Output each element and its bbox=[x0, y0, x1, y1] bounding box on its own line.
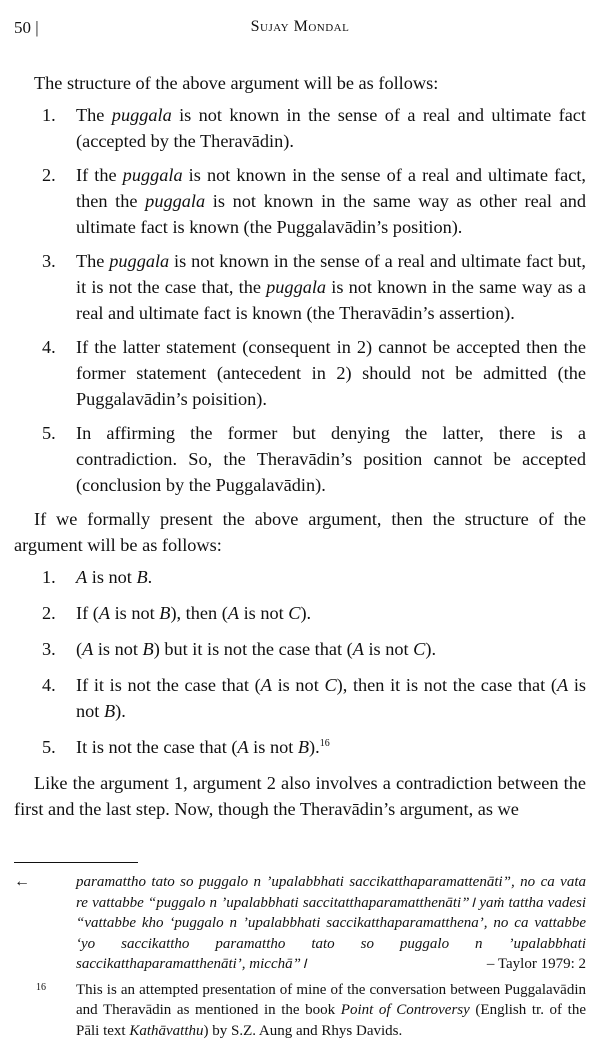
step-number: 4. bbox=[42, 675, 56, 695]
argument-step: 2. If the puggala is not known in the sense of a real and ultimate fact, then the puggala is not known in the same way as other real and ultimate fact is known (the Puggalavādin’s position). bbox=[14, 162, 586, 240]
argument-steps bbox=[14, 102, 586, 498]
footnote-16: 16 This is an attempted presentation of mine of the conversation between Puggalavādin and Theravādin as mentioned in the book Point of Controversy (English tr. of the Pāli text Kathāvatthu) by S.Z. Aung and Rhys Davids. bbox=[14, 980, 586, 1042]
running-head: Sujay Mondal bbox=[250, 18, 350, 35]
argument-step: 5. In affirming the former but denying the latter, there is a contradiction. So, the Theravādin’s position cannot be accepted (conclusion by the Puggalavādin). bbox=[14, 420, 586, 498]
step-number: 1. bbox=[42, 567, 56, 587]
step-number: 5. bbox=[42, 737, 56, 757]
closing-paragraph: Like the argument 1, argument 2 also involves a contradiction between the first and the last step. Now, though the Theravādin’s argument, as we bbox=[14, 773, 586, 819]
argument-step: 1. The puggala is not known in the sense of a real and ultimate fact (accepted by the Theravādin). bbox=[14, 102, 586, 154]
footnote-pali-text: paramattho tato so puggalo n ’upalabbhati saccikatthaparamattenāti”, no ca vata re vattabbe “puggalo n ’upalabbhati saccitatthaparamatthenāti”। yaṁ tattha vadesi “vattabbe kho ‘puggalo n ’upalabbhati saccikatthaparamatthena’, no ca vattabbe ‘yo saccikattho paramattho tato so puggalo n ’upalabbhati saccikatthaparamatthenāti’, micchā”। bbox=[76, 874, 586, 972]
footnote-continued bbox=[14, 872, 586, 975]
formal-step: 3. (A is not B) but it is not the case that (A is not C). bbox=[14, 636, 586, 662]
formal-intro-paragraph: If we formally present the above argument, then the structure of the argument will be as follows: bbox=[14, 509, 586, 555]
argument-step: 4. If the latter statement (consequent in 2) cannot be accepted then the former statement (antecedent in 2) should not be admitted (the Puggalavādin’s poisition). bbox=[14, 334, 586, 412]
page-number: 50 | bbox=[14, 18, 39, 37]
step-number: 3. bbox=[42, 639, 56, 659]
step-number: 3. bbox=[42, 251, 56, 271]
step-number: 2. bbox=[42, 603, 56, 623]
step-number: 1. bbox=[42, 105, 56, 125]
body-text bbox=[14, 70, 586, 828]
footnotes bbox=[14, 872, 586, 1046]
step-number: 4. bbox=[42, 337, 56, 357]
footnote-citation: – Taylor 1979: 2 bbox=[486, 956, 586, 972]
footnote-rule bbox=[14, 862, 138, 863]
formal-step: 1. A is not B. bbox=[14, 564, 586, 590]
page-header bbox=[14, 18, 586, 40]
footnote-marker: 16 bbox=[36, 981, 46, 993]
footnote-ref-16[interactable]: 16 bbox=[319, 737, 330, 749]
intro-paragraph: The structure of the above argument will be as follows: bbox=[34, 73, 439, 93]
argument-step: 3. The puggala is not known in the sense of a real and ultimate fact but, it is not the case that, the puggala is not known in the same way as a real and ultimate fact is known (the Theravādin’s assertion). bbox=[14, 248, 586, 326]
continued-arrow-icon: ← bbox=[14, 873, 30, 890]
formal-step: 4. If it is not the case that (A is not C), then it is not the case that (A is not B). bbox=[14, 672, 586, 724]
formal-steps bbox=[14, 564, 586, 760]
formal-step: 2. If (A is not B), then (A is not C). bbox=[14, 600, 586, 626]
step-number: 5. bbox=[42, 423, 56, 443]
step-number: 2. bbox=[42, 165, 56, 185]
formal-step: 5. It is not the case that (A is not B).$^{16}$ bbox=[14, 734, 586, 760]
